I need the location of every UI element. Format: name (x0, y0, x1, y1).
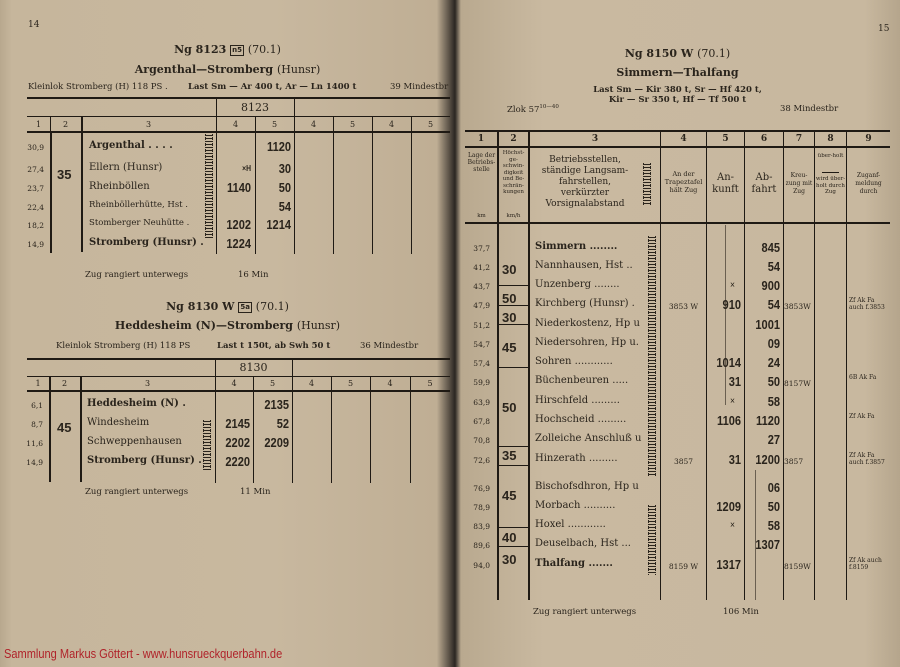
row-station: Hoxel ............ (535, 519, 606, 530)
row-departure: 2135 (264, 397, 289, 412)
col-header: 4 (388, 120, 395, 129)
row-arrival: 31 (728, 452, 741, 467)
row-departure: 09 (767, 336, 780, 351)
train-number-title: Ng 8123 (174, 43, 227, 56)
row-km: 57,4 (473, 359, 490, 368)
row-station: Niedersohren, Hp u. (535, 337, 639, 348)
speed-limit: 45 (502, 488, 517, 503)
col-header: 5 (347, 379, 354, 388)
row-arrival: 1224 (226, 236, 251, 251)
zigzag-marker (648, 505, 656, 575)
row-trapeze-train: 3857 (673, 457, 694, 466)
loco-superscript: 10—40 (539, 104, 559, 110)
train-class: (70.1) (255, 300, 289, 313)
header-departure: Ab-fahrt (751, 172, 777, 195)
row-arrival: × (730, 520, 735, 531)
train-number-title: Ng 8150 W (624, 47, 694, 60)
header-overtaken: über-holt (817, 153, 844, 159)
row-crossing-train: 8159W (784, 562, 811, 571)
row-departure: 54 (278, 199, 291, 214)
row-station: Rheinböllerhütte, Hst . (89, 200, 188, 210)
row-station: Simmern ........ (535, 241, 618, 252)
row-departure: 1214 (266, 217, 291, 232)
row-departure: 50 (767, 374, 780, 389)
loco-info: Kleinlok Stromberg (H) 118 PS (56, 341, 191, 351)
train-number-header: 8130 (239, 361, 268, 374)
row-km: 94,0 (473, 561, 490, 570)
row-station: Schweppenhausen (87, 436, 182, 447)
row-departure: 1001 (755, 317, 780, 332)
header-crossing: Kreu-zung mit Zug (785, 172, 813, 195)
loco-name: Zlok 57 (507, 104, 540, 115)
train-title (0, 300, 455, 313)
speed-limit: 30 (502, 552, 517, 567)
train-title (0, 43, 455, 56)
shunting-label: Zug rangiert unterwegs (533, 607, 637, 617)
col-header: 4 (387, 379, 393, 388)
col-header: 5 (427, 120, 434, 129)
row-departure: 30 (278, 161, 291, 176)
col-number: 4 (680, 134, 687, 144)
row-departure: 1307 (755, 537, 780, 552)
train-number-header: 8123 (241, 101, 269, 114)
row-crossing-train: 3857 (784, 457, 804, 466)
row-arrival: ×H (242, 164, 251, 173)
col-number: 9 (865, 134, 872, 144)
row-arrival: 1140 (227, 180, 251, 195)
brake-info: 38 Mindestbr (780, 104, 839, 114)
row-arrival: 2220 (225, 454, 250, 469)
speed-limit: 35 (502, 448, 517, 463)
header-trapeze: An der Trapeztafel hält Zug (664, 170, 703, 194)
col-number: 8 (827, 134, 834, 144)
loco-info (507, 104, 559, 115)
row-station: Stromberg (Hunsr) . (89, 237, 204, 248)
col-header: 3 (144, 379, 151, 388)
row-km: 30,9 (27, 143, 44, 152)
row-departure: 06 (767, 480, 780, 495)
watermark: Sammlung Markus Göttert - www.hunsrueckquerbahn.de (4, 646, 283, 661)
row-notification: Zf Ak Fa (849, 413, 875, 420)
boxed-symbol: n5 (232, 46, 242, 54)
row-arrival: 31 (728, 374, 741, 389)
header-arrival: An-kunft (712, 172, 739, 195)
row-departure: 27 (767, 432, 780, 447)
shunting-minutes: 11 Min (240, 487, 271, 497)
row-station: Ellern (Hunsr) (89, 162, 163, 173)
row-station: Stomberger Neuhütte . (89, 218, 190, 228)
row-station: Büchenbeuren ..... (535, 375, 629, 386)
boxed-symbol: 5a (240, 303, 250, 311)
row-departure: 50 (278, 180, 291, 195)
col-number: 1 (477, 134, 485, 144)
col-header: 2 (61, 379, 68, 388)
header-overtaken-by: wird über-holt durch Zug (815, 176, 846, 195)
col-header: 1 (35, 379, 41, 388)
col-number: 6 (760, 134, 768, 144)
col-header: 4 (232, 120, 239, 129)
col-number: 3 (591, 134, 599, 144)
route-name: Heddesheim (N)—Stromberg (114, 319, 293, 332)
speed-limit: 45 (57, 420, 72, 435)
row-km: 83,9 (473, 522, 490, 531)
row-departure: 54 (767, 297, 780, 312)
row-station: Deuselbach, Hst ... (535, 538, 631, 549)
row-km: 72,6 (473, 456, 490, 465)
page-number: 15 (878, 24, 890, 34)
row-crossing-train: 3853W (784, 302, 811, 311)
row-departure: 54 (767, 259, 780, 274)
col-header: 2 (62, 120, 69, 129)
row-arrival: 910 (722, 297, 741, 312)
col-header: 5 (349, 120, 356, 129)
col-number: 2 (510, 134, 517, 144)
header-position: Lage der Betriebs-stelle (467, 152, 496, 173)
row-notification: Zf Ak Fa auch f.3857 (849, 452, 885, 466)
row-notification: Zf Ak Fa auch f.3853 (849, 297, 885, 311)
row-arrival: 1014 (716, 355, 741, 370)
route-suffix: (Hunsr) (296, 319, 341, 332)
row-arrival: × (730, 396, 735, 407)
row-km: 27,4 (27, 165, 44, 174)
row-departure: 58 (767, 518, 780, 533)
header-speed-unit: km/h (506, 213, 521, 219)
row-km: 14,9 (27, 240, 44, 249)
header-speed: Höchst-ge-schwin-digkeit und Be-schrän-kungen (502, 150, 525, 195)
row-station: Hinzerath ......... (535, 453, 618, 464)
load-info-line2: Kir — Sr 350 t, Hf — Tf 500 t (608, 95, 747, 105)
train-class: (70.1) (247, 43, 281, 56)
col-number: 5 (722, 134, 729, 144)
row-km: 14,9 (26, 458, 43, 467)
row-departure: 52 (276, 416, 289, 431)
row-station: Bischofsdhron, Hp u (535, 481, 639, 492)
header-stations: Betriebsstellen, ständige Langsam-fahrstellen, verkürzter Vorsignalabstand (541, 155, 629, 209)
route-title (0, 319, 455, 332)
row-km: 47,9 (473, 301, 490, 310)
row-departure: 900 (761, 278, 780, 293)
row-station: Stromberg (Hunsr) . (87, 455, 202, 466)
row-arrival: 1202 (226, 217, 251, 232)
header-position-unit: km (477, 213, 486, 219)
row-departure: 845 (761, 240, 780, 255)
route-title: Simmern—Thalfang (616, 66, 739, 79)
row-arrival: 1106 (717, 413, 741, 428)
train-class: (70.1) (697, 47, 731, 60)
speed-limit: 30 (502, 262, 517, 277)
col-number: 7 (795, 134, 803, 144)
row-station: Morbach .......... (535, 500, 616, 511)
speed-limit: 50 (502, 400, 517, 415)
row-km: 59,9 (473, 378, 490, 387)
row-station: Hochscheid ......... (535, 414, 627, 425)
row-departure: 2209 (264, 435, 289, 450)
col-header: 4 (310, 120, 317, 129)
row-arrival: × (730, 280, 735, 291)
row-station: Zolleiche Anschluß u (535, 433, 642, 444)
row-km: 51,2 (473, 321, 490, 330)
load-info: Last t 150t, ab Swh 50 t (217, 341, 331, 351)
col-header: 1 (35, 120, 42, 129)
route-suffix: (Hunsr) (276, 63, 321, 76)
row-station: Nannhausen, Hst .. (535, 260, 633, 271)
row-km: 76,9 (473, 484, 490, 493)
zigzag-marker (205, 134, 213, 238)
row-km: 67,8 (473, 417, 490, 426)
zigzag-marker (203, 420, 211, 470)
route-title (0, 63, 455, 76)
row-arrival: 1317 (716, 557, 741, 572)
row-station: Hirschfeld ......... (535, 395, 620, 406)
speed-limit: 35 (57, 167, 72, 182)
row-notification: Zf Ak auch f.8159 (849, 557, 882, 571)
row-departure: 58 (767, 394, 780, 409)
row-station: Argenthal . . . . (89, 140, 173, 151)
row-arrival: 1209 (716, 499, 741, 514)
shunting-minutes: 106 Min (723, 607, 759, 617)
row-km: 41,2 (473, 263, 490, 272)
page-number: 14 (28, 20, 40, 30)
brake-info: 39 Mindestbr (390, 82, 449, 92)
row-km: 63,9 (473, 398, 490, 407)
shunting-label: Zug rangiert unterwegs (85, 270, 189, 280)
row-trapeze-train: 8159 W (668, 562, 699, 571)
col-header: 3 (145, 120, 152, 129)
row-km: 11,6 (26, 439, 43, 448)
row-arrival: 2202 (225, 435, 250, 450)
right-page (455, 0, 900, 667)
load-info: Last Sm — Ar 400 t, Ar — Ln 1400 t (188, 82, 357, 92)
row-departure: 1200 (755, 452, 780, 467)
row-station: Windesheim (87, 417, 150, 428)
brake-info: 36 Mindestbr (360, 341, 419, 351)
row-station: Kirchberg (Hunsr) . (535, 298, 635, 309)
route-name: Argenthal—Stromberg (134, 63, 274, 76)
col-header: 4 (308, 379, 315, 388)
row-km: 23,7 (27, 184, 44, 193)
train-number-title: Ng 8130 W (166, 300, 235, 313)
row-km: 37,7 (473, 244, 490, 253)
row-departure: 24 (767, 355, 780, 370)
speed-limit: 30 (502, 310, 517, 325)
speed-limit: 50 (502, 291, 517, 306)
row-arrival: 2145 (225, 416, 250, 431)
col-header: 4 (231, 379, 237, 388)
row-trapeze-train: 3853 W (668, 302, 699, 311)
row-km: 18,2 (27, 221, 44, 230)
row-km: 89,6 (473, 541, 490, 550)
col-header: 5 (427, 379, 433, 388)
row-crossing-train: 8157W (784, 379, 811, 388)
col-header: 5 (269, 379, 276, 388)
row-km: 8,7 (31, 420, 43, 429)
shunting-minutes: 16 Min (238, 270, 269, 280)
row-km: 78,9 (473, 503, 490, 512)
row-km: 43,7 (473, 282, 490, 291)
load-info-line1: Last Sm — Kir 380 t, Sr — Hf 420 t, (593, 85, 762, 95)
row-km: 6,1 (31, 401, 43, 410)
shunting-label: Zug rangiert unterwegs (85, 487, 189, 497)
row-notification: 6B Ak Fa (849, 374, 877, 381)
row-km: 54,7 (473, 340, 490, 349)
row-departure: 50 (767, 499, 780, 514)
row-station: Thalfang ....... (535, 558, 613, 569)
loco-info: Kleinlok Stromberg (H) 118 PS . (28, 82, 168, 92)
row-km: 70,8 (473, 436, 490, 445)
row-departure: 1120 (756, 413, 780, 428)
row-station: Niederkostenz, Hp u (535, 318, 640, 329)
row-km: 22,4 (27, 203, 44, 212)
zigzag-marker (648, 236, 656, 476)
row-departure: 1120 (267, 139, 291, 154)
row-station: Sohren ............ (535, 356, 613, 367)
header-notification: Zuganf-meldung durch (855, 172, 882, 195)
col-header: 5 (271, 120, 278, 129)
speed-limit: 40 (502, 530, 517, 545)
row-station: Heddesheim (N) . (87, 398, 186, 409)
zigzag-header-icon (643, 163, 651, 205)
row-station: Unzenberg ........ (535, 279, 620, 290)
train-title (455, 47, 900, 60)
row-station: Rheinböllen (89, 181, 150, 192)
speed-limit: 45 (502, 340, 517, 355)
